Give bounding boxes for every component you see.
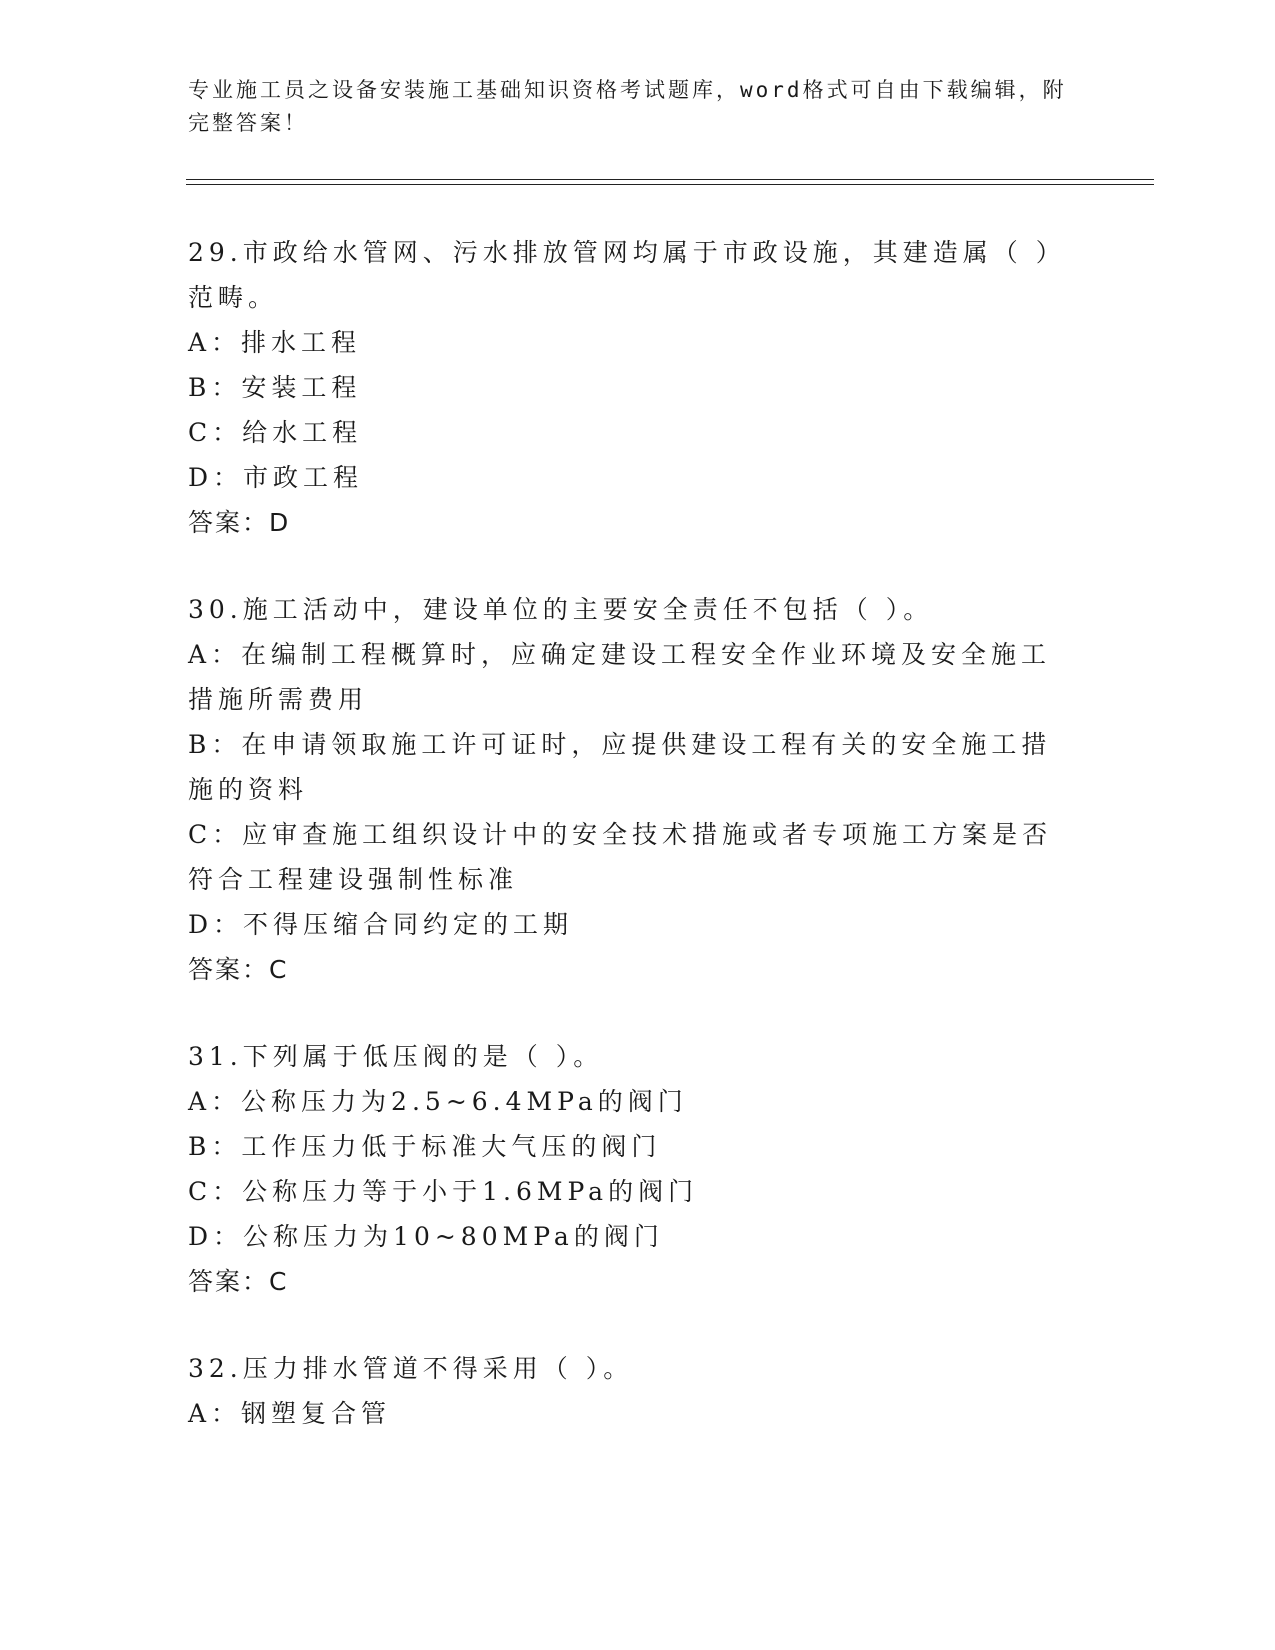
header-divider-bottom — [186, 184, 1154, 185]
option-c: C：给水工程 — [188, 418, 363, 447]
question-stem: 30.施工活动中，建设单位的主要安全责任不包括（ ）。 — [188, 595, 934, 624]
option-b: B：在申请领取施工许可证时，应提供建设工程有关的安全施工措施的资料 — [188, 730, 1052, 804]
question-30 — [188, 587, 1078, 992]
option-a: A：钢塑复合管 — [188, 1399, 392, 1428]
question-29 — [188, 230, 1078, 545]
question-32 — [188, 1346, 1078, 1436]
question-stem: 31.下列属于低压阀的是（ ）。 — [188, 1042, 604, 1071]
answer: 答案：C — [188, 955, 289, 984]
option-d: D：公称压力为10~80MPa的阀门 — [188, 1222, 664, 1251]
document-header: 专业施工员之设备安装施工基础知识资格考试题库，word格式可自由下载编辑，附完整答案！ — [188, 78, 1067, 135]
question-stem: 32.压力排水管道不得采用（ ）。 — [188, 1354, 634, 1383]
option-a: A：公称压力为2.5~6.4MPa的阀门 — [188, 1087, 688, 1116]
option-b: B：安装工程 — [188, 373, 362, 402]
option-d: D：市政工程 — [188, 463, 364, 492]
option-c: C：应审查施工组织设计中的安全技术措施或者专项施工方案是否符合工程建设强制性标准 — [188, 820, 1053, 894]
answer: 答案：D — [188, 508, 291, 537]
option-a: A：排水工程 — [188, 328, 362, 357]
option-c: C：公称压力等于小于1.6MPa的阀门 — [188, 1177, 699, 1206]
answer: 答案：C — [188, 1267, 289, 1296]
option-d: D：不得压缩合同约定的工期 — [188, 910, 574, 939]
option-b: B：工作压力低于标准大气压的阀门 — [188, 1132, 662, 1161]
option-a: A：在编制工程概算时，应确定建设工程安全作业环境及安全施工措施所需费用 — [188, 640, 1052, 714]
question-stem: 29.市政给水管网、污水排放管网均属于市政设施，其建造属（ ）范畴。 — [188, 238, 1066, 312]
question-31 — [188, 1034, 1078, 1304]
question-list — [188, 230, 1078, 1478]
header-divider-top — [186, 179, 1154, 180]
